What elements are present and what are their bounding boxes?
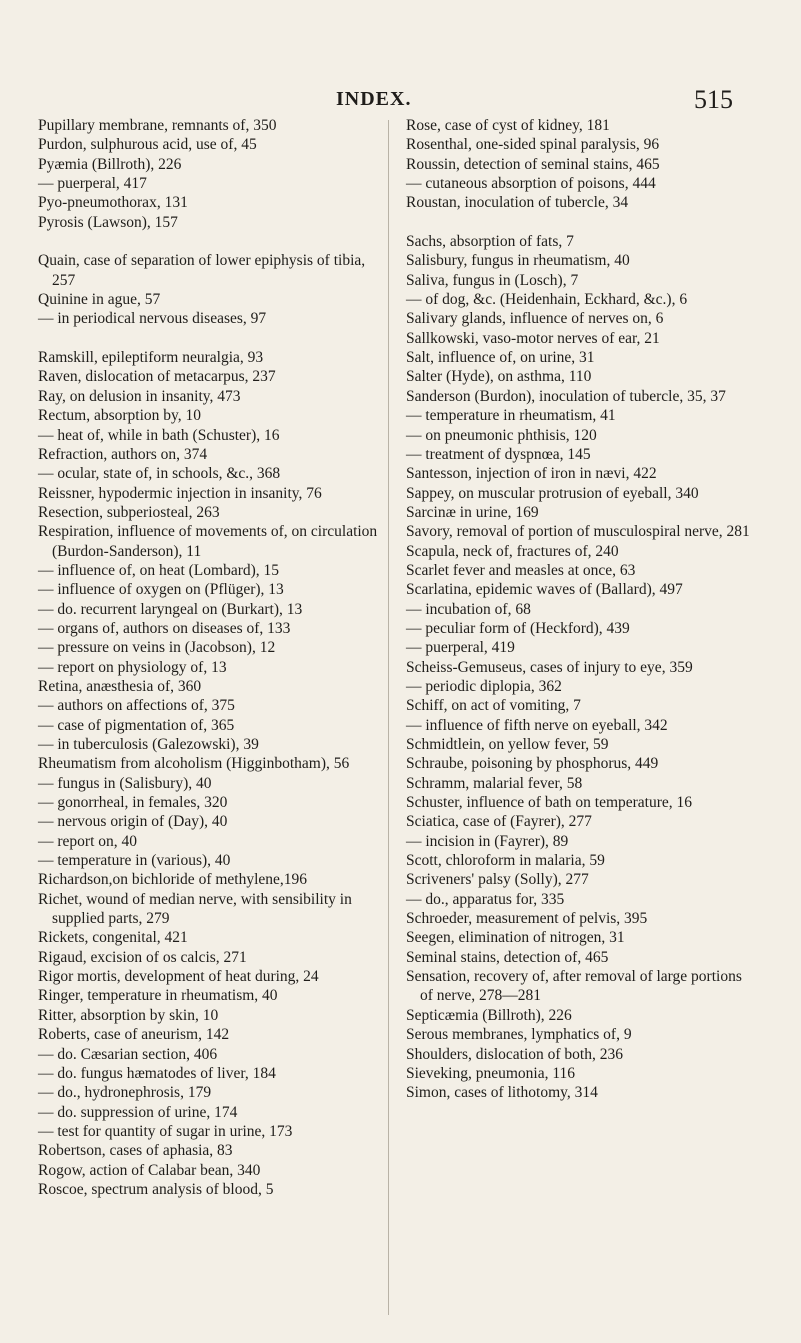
index-entry: Rogow, action of Calabar bean, 340 — [38, 1161, 261, 1179]
index-entry: Seegen, elimination of nitrogen, 31 — [406, 929, 625, 947]
index-entry: Purdon, sulphurous acid, use of, 45 — [38, 136, 257, 154]
index-entry: — periodic diplopia, 362 — [406, 677, 562, 695]
index-entry: Savory, removal of portion of musculospiral nerve, 281 — [406, 523, 750, 541]
index-entry: Seminal stains, detection of, 465 — [406, 948, 609, 966]
index-entry: Roustan, inoculation of tubercle, 34 — [406, 194, 629, 212]
index-entry: Salter (Hyde), on asthma, 110 — [406, 368, 592, 386]
index-entry: — do. fungus hæmatodes of liver, 184 — [38, 1064, 276, 1082]
page-header — [0, 85, 801, 118]
index-entry: Pyo-pneumothorax, 131 — [38, 194, 188, 212]
index-entry: Septicæmia (Billroth), 226 — [406, 1006, 572, 1024]
index-entry: — do. recurrent laryngeal on (Burkart), 13 — [38, 600, 303, 618]
index-entry: Salt, influence of, on urine, 31 — [406, 349, 595, 367]
index-entry: — of dog, &c. (Heidenhain, Eckhard, &c.), 6 — [406, 291, 688, 309]
index-entry: Saliva, fungus in (Losch), 7 — [406, 271, 579, 289]
index-entry: Ray, on delusion in insanity, 473 — [38, 387, 241, 405]
index-column-left — [38, 116, 388, 1199]
index-entry: — influence of oxygen on (Pflüger), 13 — [38, 581, 284, 599]
index-entry: Richet, wound of median nerve, with sensibility in supplied parts, 279 — [38, 890, 352, 928]
index-entry: — report on, 40 — [38, 832, 138, 850]
index-entry: Richardson,on bichloride of methylene,196 — [38, 871, 308, 889]
index-entry: — heat of, while in bath (Schuster), 16 — [38, 426, 280, 444]
index-entry: Roscoe, spectrum analysis of blood, 5 — [38, 1180, 274, 1198]
index-entry: Rheumatism from alcoholism (Higginbotham), 56 — [38, 755, 350, 773]
index-entry: Scarlet fever and measles at once, 63 — [406, 561, 636, 579]
index-entry: Schroeder, measurement of pelvis, 395 — [406, 910, 648, 928]
index-entry: Raven, dislocation of metacarpus, 237 — [38, 368, 276, 386]
index-entry: Ritter, absorption by skin, 10 — [38, 1006, 219, 1024]
index-entry: Schraube, poisoning by phosphorus, 449 — [406, 755, 659, 773]
index-entry: Serous membranes, lymphatics of, 9 — [406, 1026, 632, 1044]
index-entry: Scriveners' palsy (Solly), 277 — [406, 871, 589, 889]
index-entry: Respiration, influence of movements of, on circulation (Burdon-Sanderson), 11 — [38, 523, 378, 560]
index-entry: Scheiss-Gemuseus, cases of injury to eye, 359 — [406, 658, 693, 676]
index-entry: Pyæmia (Billroth), 226 — [38, 155, 182, 173]
index-entry: Schiff, on act of vomiting, 7 — [406, 697, 581, 715]
index-entry: — organs of, authors on diseases of, 133 — [38, 619, 291, 637]
index-entry: Simon, cases of lithotomy, 314 — [406, 1084, 598, 1102]
index-entry: — incubation of, 68 — [406, 600, 531, 618]
index-entry: Roberts, case of aneurism, 142 — [38, 1026, 230, 1044]
index-entry: Robertson, cases of aphasia, 83 — [38, 1142, 233, 1160]
index-entry: — gonorrheal, in females, 320 — [38, 794, 228, 812]
index-entry: — pressure on veins in (Jacobson), 12 — [38, 639, 276, 657]
index-entry: — in periodical nervous diseases, 97 — [38, 310, 267, 328]
index-entry: — cutaneous absorption of poisons, 444 — [406, 175, 656, 193]
index-entry: Sallkowski, vaso-motor nerves of ear, 21 — [406, 329, 660, 347]
index-column-right — [406, 116, 756, 1103]
index-entry: — test for quantity of sugar in urine, 173 — [38, 1122, 293, 1140]
index-entry: — temperature in rheumatism, 41 — [406, 407, 616, 425]
index-entry: Rectum, absorption by, 10 — [38, 407, 202, 425]
index-entry: — puerperal, 417 — [38, 175, 147, 193]
index-entry: Rigaud, excision of os calcis, 271 — [38, 948, 247, 966]
index-entry: — in tuberculosis (Galezowski), 39 — [38, 736, 259, 753]
index-entry: Ringer, temperature in rheumatism, 40 — [38, 987, 278, 1005]
index-entry: Quinine in ague, 57 — [38, 291, 161, 309]
index-entry: Sensation, recovery of, after removal of large portions of nerve, 278—281 — [406, 968, 742, 1005]
index-entry: Pupillary membrane, remnants of, 350 — [38, 117, 277, 134]
index-entry: Salivary glands, influence of nerves on, 6 — [406, 310, 664, 328]
index-entry: Rosenthal, one-sided spinal paralysis, 96 — [406, 136, 660, 154]
index-entry: — puerperal, 419 — [406, 639, 515, 657]
index-entry: Santesson, injection of iron in nævi, 422 — [406, 465, 657, 483]
index-entry: Quain, case of separation of lower epiphysis of tibia, 257 — [38, 252, 366, 289]
index-entry: Refraction, authors on, 374 — [38, 445, 208, 463]
index-entry: Shoulders, dislocation of both, 236 — [406, 1045, 623, 1063]
index-entry: — on pneumonic phthisis, 120 — [406, 426, 597, 444]
index-entry: Scapula, neck of, fractures of, 240 — [406, 542, 619, 560]
index-entry: — peculiar form of (Heckford), 439 — [406, 619, 630, 637]
section-gap — [38, 329, 388, 348]
index-entry: Resection, subperiosteal, 263 — [38, 503, 220, 521]
index-entry: — do., hydronephrosis, 179 — [38, 1084, 212, 1102]
index-entry: Ramskill, epileptiform neuralgia, 93 — [38, 349, 264, 367]
index-entry: — authors on affections of, 375 — [38, 697, 235, 715]
running-head: INDEX. — [336, 88, 412, 110]
index-entry: Roussin, detection of seminal stains, 465 — [406, 155, 660, 173]
index-entry: Scott, chloroform in malaria, 59 — [406, 852, 605, 870]
section-gap — [38, 232, 388, 251]
index-entry: — do. suppression of urine, 174 — [38, 1103, 238, 1121]
index-entry: — do. Cæsarian section, 406 — [38, 1045, 218, 1063]
index-entry: — temperature in (various), 40 — [38, 852, 231, 870]
index-entry: — ocular, state of, in schools, &c., 368 — [38, 465, 281, 483]
index-entry: Sappey, on muscular protrusion of eyeball, 340 — [406, 484, 699, 502]
index-entry: Sachs, absorption of fats, 7 — [406, 233, 574, 251]
index-entry: Scarlatina, epidemic waves of (Ballard), 497 — [406, 581, 683, 599]
section-gap — [406, 213, 756, 232]
index-entry: Reissner, hypodermic injection in insanity, 76 — [38, 484, 322, 502]
index-entry: Schramm, malarial fever, 58 — [406, 774, 583, 792]
index-entry: — treatment of dyspnœa, 145 — [406, 445, 591, 463]
index-entry: Sanderson (Burdon), inoculation of tubercle, 35, 37 — [406, 387, 726, 405]
index-entry: Salisbury, fungus in rheumatism, 40 — [406, 252, 630, 270]
index-entry: Sciatica, case of (Fayrer), 277 — [406, 813, 592, 831]
index-entry: — do., apparatus for, 335 — [406, 890, 565, 908]
index-entry: Sarcinæ in urine, 169 — [406, 503, 539, 521]
index-entry: — report on physiology of, 13 — [38, 658, 227, 676]
column-divider — [388, 120, 389, 1315]
index-entry: — case of pigmentation of, 365 — [38, 716, 235, 734]
index-entry: — incision in (Fayrer), 89 — [406, 832, 569, 850]
index-entry: — fungus in (Salisbury), 40 — [38, 774, 212, 792]
index-entry: — influence of, on heat (Lombard), 15 — [38, 561, 280, 579]
index-entry: Pyrosis (Lawson), 157 — [38, 213, 178, 231]
index-entry: Schmidtlein, on yellow fever, 59 — [406, 736, 609, 753]
index-entry: — influence of fifth nerve on eyeball, 342 — [406, 716, 668, 734]
index-entry: Rigor mortis, development of heat during, 24 — [38, 968, 319, 986]
page-number: 515 — [694, 85, 733, 114]
index-entry: Retina, anæsthesia of, 360 — [38, 677, 202, 695]
index-entry: Rose, case of cyst of kidney, 181 — [406, 117, 610, 134]
index-entry: Rickets, congenital, 421 — [38, 929, 188, 947]
index-entry: Sieveking, pneumonia, 116 — [406, 1064, 576, 1082]
index-entry: Schuster, influence of bath on temperature, 16 — [406, 794, 693, 812]
index-entry: — nervous origin of (Day), 40 — [38, 813, 228, 831]
